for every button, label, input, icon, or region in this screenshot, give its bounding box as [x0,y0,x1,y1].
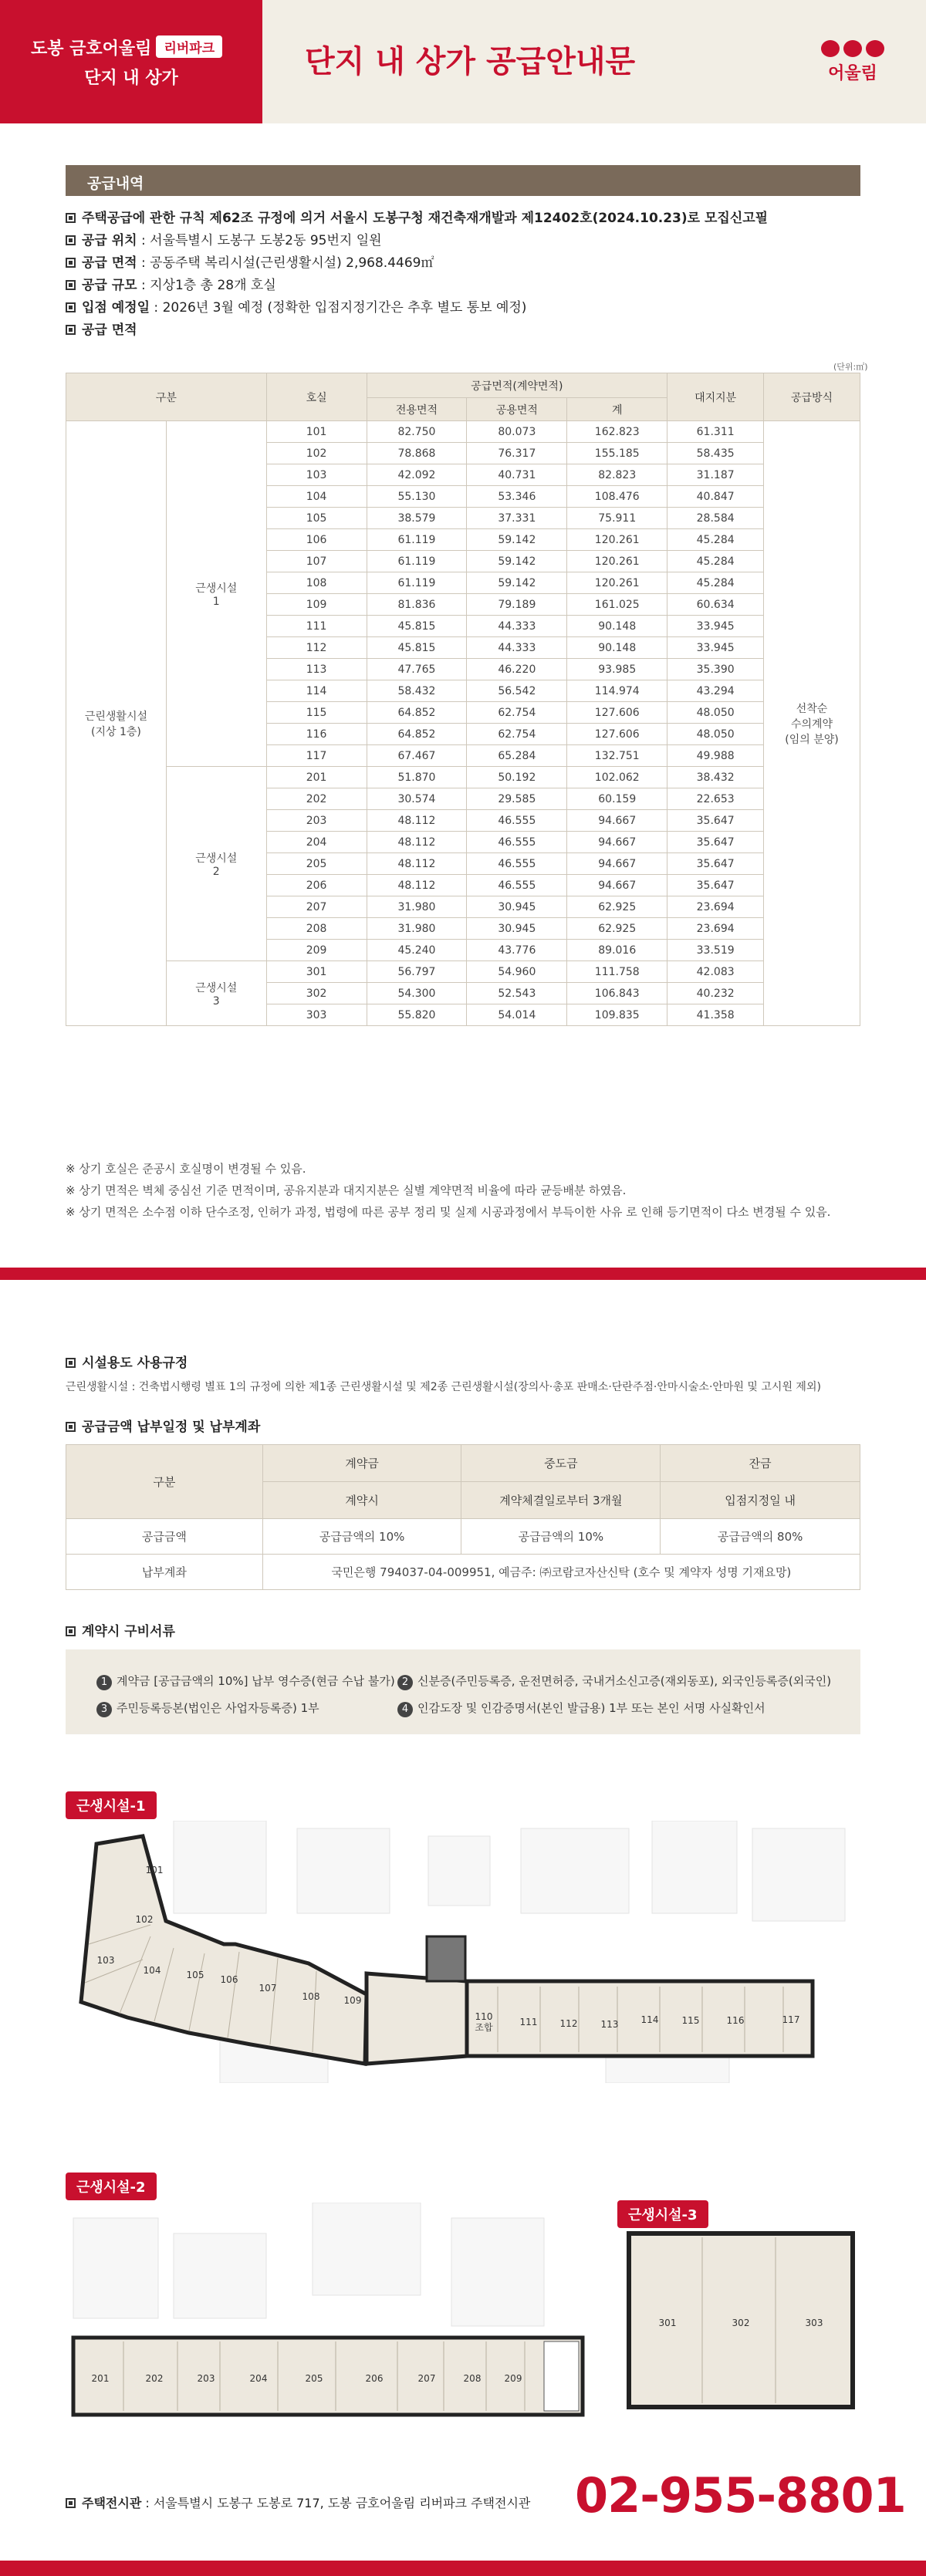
brand-name: 도봉 금호어울림 리버파크 [31,35,222,59]
payment-table [66,1444,860,1590]
table-cell: 53.346 [467,486,567,508]
room-label: 206 [365,2373,384,2384]
table-cell: 54.960 [467,961,567,983]
table-cell: 30.574 [367,788,467,810]
brand-badge: 리버파크 [156,35,222,58]
table-cell: 127.606 [567,702,667,724]
supply-info-item: 입점 예정일 : 2026년 3월 예정 (정확한 입점지정기간은 추후 별도 통보 예정) [66,296,526,316]
table-cell: 75.911 [567,508,667,529]
table-cell: 114.974 [567,680,667,702]
docs-box [66,1649,860,1734]
table-cell: 161.025 [567,594,667,616]
table-cell: 94.667 [567,832,667,853]
table-cell: 59.142 [467,529,567,551]
table-cell: 106 [266,529,367,551]
table-cell: 48.112 [367,853,467,875]
doc-item: 1 계약금 [공급금액의 10%] 납부 영수증(현금 수납 불가) [96,1673,395,1690]
table-cell: 90.148 [567,637,667,659]
supply-area-table [66,373,860,1026]
table-cell: 202 [266,788,367,810]
room-label: 106 [220,1974,238,1985]
table-cell: 208 [266,918,367,940]
number-badge: 2 [397,1675,413,1690]
table-cell: 42.092 [367,464,467,486]
table-cell: 43.294 [667,680,764,702]
table-cell: 114 [266,680,367,702]
room-label: 205 [305,2373,323,2384]
page-title: 단지 내 상가 공급안내문 [305,44,636,79]
table-cell: 52.543 [467,983,567,1004]
supply-info-item: 공급 면적 : 공동주택 복리시설(근린생활시설) 2,968.4469㎡ [66,252,434,271]
table-row [66,767,860,788]
table-cell: 78.868 [367,443,467,464]
table-cell: 107 [266,551,367,572]
table-cell: 33.945 [667,616,764,637]
phone-number[interactable]: 02-955-8801 [575,2467,906,2524]
table-cell: 201 [266,767,367,788]
room-label: 201 [91,2373,110,2384]
docs-title: 계약시 구비서류 [66,1620,175,1639]
table-cell: 41.358 [667,1004,764,1026]
table-cell: 55.820 [367,1004,467,1026]
table-cell: 30.945 [467,896,567,918]
th-payment-timing: 입점지정일 내 [661,1482,860,1519]
table-row: 납부계좌 국민은행 794037-04-009951, 예금주: ㈜코람코자산신탁 (호수 및 계약자 성명 기재요망) [66,1555,860,1590]
table-cell: 46.555 [467,832,567,853]
table-cell: 155.185 [567,443,667,464]
payment-title: 공급금액 납부일정 및 납부계좌 [66,1416,260,1435]
table-cell: 109 [266,594,367,616]
table-cell: 106.843 [567,983,667,1004]
table-cell: 46.555 [467,810,567,832]
table-cell: 76.317 [467,443,567,464]
table-cell: 46.555 [467,875,567,896]
table-cell: 67.467 [367,745,467,767]
doc-item: 4 인감도장 및 인감증명서(본인 발급용) 1부 또는 본인 서명 사실확인서 [397,1700,765,1717]
table-cell: 54.300 [367,983,467,1004]
room-label: 116 [726,2015,745,2026]
main-category-cell: 근린생활시설 (지상 1층) [66,421,167,1026]
doc-item: 2 신분증(주민등록증, 운전면허증, 국내거소신고증(재외동포), 외국인등록증(외국인) [397,1673,831,1690]
room-label: 111 [519,2017,538,2027]
bank-account: 국민은행 794037-04-009951, 예금주: ㈜코람코자산신탁 (호수 및 계약자 성명 기재요망) [262,1555,860,1590]
table-cell: 115 [266,702,367,724]
table-cell: 102.062 [567,767,667,788]
table-cell: 82.823 [567,464,667,486]
table-cell: 82.750 [367,421,467,443]
table-cell: 112 [266,637,367,659]
supply-info-item: 공급 위치 : 서울특별시 도봉구 도봉2동 95번지 일원 [66,229,382,248]
table-cell: 89.016 [567,940,667,961]
table-cell: 31.980 [367,918,467,940]
section-divider [0,1268,926,1280]
plan-tag-1: 근생시설-1 [66,1791,157,1819]
table-cell: 54.014 [467,1004,567,1026]
th-payment-stage: 계약금 [262,1445,461,1482]
room-label: 101 [145,1865,164,1875]
room-label: 110 조합 [475,2011,493,2033]
floor-plan-3 [625,2230,857,2415]
room-label: 302 [732,2318,750,2328]
table-cell: 45.284 [667,529,764,551]
th-category: 구분 [66,1445,263,1519]
table-cell: 48.050 [667,724,764,745]
th-category: 구분 [66,373,267,421]
number-badge: 3 [96,1702,112,1717]
table-cell: 35.647 [667,810,764,832]
table-cell: 113 [266,659,367,680]
table-cell: 42.083 [667,961,764,983]
table-cell: 40.847 [667,486,764,508]
table-cell: 48.112 [367,810,467,832]
table-cell: 45.284 [667,572,764,594]
table-cell: 46.555 [467,853,567,875]
table-cell: 35.390 [667,659,764,680]
table-cell: 203 [266,810,367,832]
th-common: 공용면적 [467,398,567,421]
table-cell: 22.653 [667,788,764,810]
table-cell: 65.284 [467,745,567,767]
table-cell: 40.731 [467,464,567,486]
room-label: 209 [504,2373,522,2384]
logo: 어울림 [810,37,895,84]
table-cell: 205 [266,853,367,875]
room-label: 207 [417,2373,436,2384]
header [0,0,926,123]
th-payment-timing: 계약체결일로부터 3개월 [461,1482,661,1519]
table-cell: 38.579 [367,508,467,529]
table-cell: 61.119 [367,551,467,572]
table-cell: 301 [266,961,367,983]
table-cell: 62.925 [567,918,667,940]
usage-title: 시설용도 사용규정 [66,1352,188,1371]
table-cell: 120.261 [567,529,667,551]
room-label: 103 [96,1955,115,1966]
th-payment-timing: 계약시 [262,1482,461,1519]
table-cell: 104 [266,486,367,508]
showroom-address: 주택전시관 : 서울특별시 도봉구 도봉로 717, 도봉 금호어울림 리버파크 주택전시관 [66,2493,530,2511]
table-cell: 48.050 [667,702,764,724]
table-cell: 61.119 [367,529,467,551]
table-cell: 55.130 [367,486,467,508]
table-cell: 62.754 [467,724,567,745]
table-cell: 35.647 [667,875,764,896]
room-label: 115 [681,2015,700,2026]
table-cell: 44.333 [467,616,567,637]
plan-tag-2: 근생시설-2 [66,2173,157,2200]
table-cell: 58.432 [367,680,467,702]
table-cell: 33.519 [667,940,764,961]
th-area-group: 공급면적(계약면적) [367,373,667,398]
table-cell: 28.584 [667,508,764,529]
supply-info-item: 공급 면적 [66,319,137,338]
table-cell: 50.192 [467,767,567,788]
table-cell: 29.585 [467,788,567,810]
table-cell: 64.852 [367,702,467,724]
table-cell: 31.187 [667,464,764,486]
footer-bar [0,2561,926,2576]
table-row [66,961,860,983]
table-cell: 공급금액의 80% [661,1519,860,1555]
table-cell: 94.667 [567,810,667,832]
table-cell: 61.119 [367,572,467,594]
table-cell: 79.189 [467,594,567,616]
table-cell: 108.476 [567,486,667,508]
table-cell: 120.261 [567,551,667,572]
table-cell: 23.694 [667,896,764,918]
table-cell: 90.148 [567,616,667,637]
room-label: 102 [135,1914,154,1925]
table-cell: 51.870 [367,767,467,788]
table-cell: 94.667 [567,853,667,875]
header-brand-panel [0,0,262,123]
table-cell: 102 [266,443,367,464]
table-cell: 38.432 [667,767,764,788]
note-line: ※ 상기 면적은 소수점 이하 단수조정, 인허가 과정, 법령에 따른 공부 정리 및 실제 시공과정에서 부득이한 사유 로 인해 등기면적이 다소 변경될 수 있음. [66,1205,831,1219]
table-cell: 117 [266,745,367,767]
table-cell: 111.758 [567,961,667,983]
th-land: 대지지분 [667,373,764,421]
table-cell: 81.836 [367,594,467,616]
room-label: 112 [559,2018,578,2029]
table-cell: 33.945 [667,637,764,659]
plan-tag-3: 근생시설-3 [617,2200,708,2228]
room-label: 208 [463,2373,482,2384]
table-cell: 132.751 [567,745,667,767]
table-cell: 59.142 [467,551,567,572]
table-cell: 108 [266,572,367,594]
table-cell: 94.667 [567,875,667,896]
table-cell: 47.765 [367,659,467,680]
table-cell: 209 [266,940,367,961]
table-cell: 207 [266,896,367,918]
room-label: 114 [640,2014,659,2025]
room-label: 113 [600,2019,619,2030]
table-cell: 80.073 [467,421,567,443]
table-cell: 30.945 [467,918,567,940]
room-label: 117 [782,2014,800,2025]
table-cell: 56.542 [467,680,567,702]
table-cell: 45.815 [367,616,467,637]
table-cell: 35.647 [667,832,764,853]
table-cell: 60.634 [667,594,764,616]
unit-label: (단위:㎡) [833,362,868,372]
room-label: 105 [186,1970,204,1980]
doc-item: 3 주민등록등본(법인은 사업자등록증) 1부 [96,1700,319,1717]
room-label: 104 [143,1965,161,1976]
table-cell: 62.925 [567,896,667,918]
note-line: ※ 상기 면적은 벽체 중심선 기준 면적이며, 공유지분과 대지지분은 실별 계약면적 비율에 따라 균등배분 하였음. [66,1183,627,1197]
table-cell: 37.331 [467,508,567,529]
table-cell: 109.835 [567,1004,667,1026]
table-row: 공급금액 공급금액의 10% 공급금액의 10% 공급금액의 80% [66,1519,860,1555]
table-cell: 46.220 [467,659,567,680]
table-cell: 공급금액의 10% [262,1519,461,1555]
table-cell: 103 [266,464,367,486]
table-cell: 101 [266,421,367,443]
group-cell: 근생시설 2 [166,767,266,961]
table-cell: 58.435 [667,443,764,464]
table-cell: 48.112 [367,832,467,853]
group-cell: 근생시설 3 [166,961,266,1026]
table-cell: 48.112 [367,875,467,896]
th-room: 호실 [266,373,367,421]
table-cell: 105 [266,508,367,529]
table-cell: 93.985 [567,659,667,680]
table-cell: 23.694 [667,918,764,940]
th-method: 공급방식 [764,373,860,421]
th-payment-stage: 잔금 [661,1445,860,1482]
table-cell: 56.797 [367,961,467,983]
table-cell: 64.852 [367,724,467,745]
table-cell: 31.980 [367,896,467,918]
number-badge: 1 [96,1675,112,1690]
th-excl: 전용면적 [367,398,467,421]
section-title-supply: 공급내역 [66,165,860,196]
table-cell: 60.159 [567,788,667,810]
table-cell: 59.142 [467,572,567,594]
table-cell: 40.232 [667,983,764,1004]
logo-dots-icon [810,37,895,57]
group-cell: 근생시설 1 [166,421,266,767]
table-cell: 111 [266,616,367,637]
room-label: 203 [197,2373,215,2384]
supply-info-item: 주택공급에 관한 규칙 제62조 규정에 의거 서울시 도봉구청 재건축재개발과 제12402호(2024.10.23)로 모집신고필 [66,207,768,226]
table-cell: 61.311 [667,421,764,443]
room-label: 204 [249,2373,268,2384]
room-label: 202 [145,2373,164,2384]
table-cell: 62.754 [467,702,567,724]
floor-plan-1 [66,1821,860,2083]
note-line: ※ 상기 호실은 준공시 호실명이 변경될 수 있음. [66,1162,306,1176]
table-cell: 49.988 [667,745,764,767]
room-label: 109 [343,1995,362,2006]
table-cell: 206 [266,875,367,896]
table-cell: 302 [266,983,367,1004]
table-cell: 120.261 [567,572,667,594]
table-row [66,421,860,443]
table-cell: 127.606 [567,724,667,745]
room-label: 303 [805,2318,823,2328]
th-payment-stage: 중도금 [461,1445,661,1482]
table-cell: 35.647 [667,853,764,875]
room-label: 301 [658,2318,677,2328]
table-cell: 43.776 [467,940,567,961]
table-cell: 204 [266,832,367,853]
brand-subtitle: 단지 내 상가 [84,69,178,88]
th-total: 계 [567,398,667,421]
room-label: 108 [302,1991,320,2002]
number-badge: 4 [397,1702,413,1717]
floor-plan-2 [66,2203,590,2442]
table-cell: 공급금액의 10% [461,1519,661,1555]
usage-text: 근린생활시설 : 건축법시행령 별표 1의 규정에 의한 제1종 근린생활시설 및 제2종 근린생활시설(장의사·총포 판매소·단란주점·안마시술소·안마원 및 고시원 제외) [66,1381,821,1393]
table-cell: 162.823 [567,421,667,443]
room-label: 107 [259,1983,277,1994]
table-cell: 45.284 [667,551,764,572]
table-cell: 116 [266,724,367,745]
supply-info-item: 공급 규모 : 지상1층 총 28개 호실 [66,274,276,293]
table-cell: 303 [266,1004,367,1026]
method-cell: 선착순 수의계약 (임의 분양) [764,421,860,1026]
table-cell: 45.240 [367,940,467,961]
table-cell: 44.333 [467,637,567,659]
table-cell: 45.815 [367,637,467,659]
